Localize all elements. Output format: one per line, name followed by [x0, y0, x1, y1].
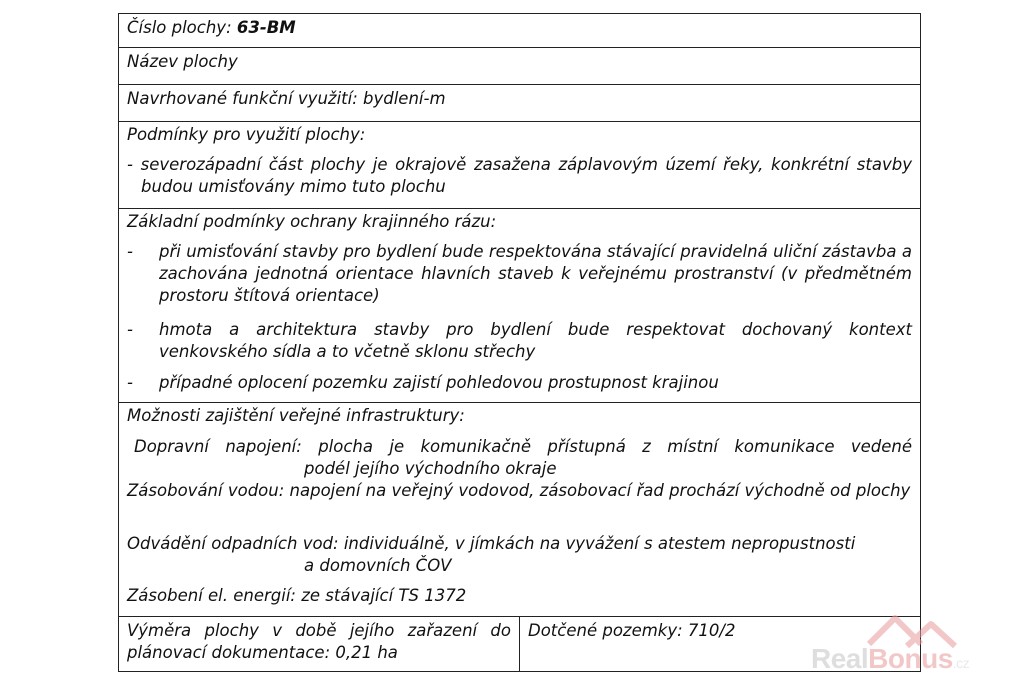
landscape-protection-section	[119, 209, 920, 403]
electricity-text: Zásobení el. energií: ze stávající TS 1372	[127, 586, 467, 605]
landscape-item-2: hmota a architektura stavby pro bydlení bude respektovat dochovaný kontext venkovského sídla a to včetně sklonu střechy	[159, 320, 912, 361]
plot-number-label: Číslo plochy:	[127, 18, 232, 37]
plot-number-row	[119, 14, 920, 48]
transport-line-2: podél jejího východního okraje	[304, 459, 557, 478]
usage-condition-item: - severozápadní část plochy je okrajově zasažena záplavovým území řeky, konkrétní stavby budou umisťovány mimo tuto plochu	[127, 155, 912, 196]
watermark-text: RealBonus.cz	[811, 643, 970, 674]
landscape-bullet-3: -	[127, 373, 133, 392]
realbonus-watermark	[811, 606, 1016, 674]
usage-conditions-heading: Podmínky pro využití plochy:	[127, 125, 366, 144]
usage-conditions-section	[119, 122, 920, 209]
sewage-line-1: Odvádění odpadních vod: individuálně, v jímkách na vyvážení s atestem nepropustnosti	[127, 534, 856, 553]
landscape-bullet-1: -	[127, 242, 133, 261]
sewage-line-2: a domovních ČOV	[304, 556, 452, 575]
water-supply-text: Zásobování vodou: napojení na veřejný vodovod, zásobovací řad prochází východně od plochy	[127, 481, 911, 500]
plot-table	[118, 13, 921, 672]
proposed-use-text: Navrhované funkční využití: bydlení-m	[127, 89, 446, 108]
landscape-bullet-2: -	[127, 320, 133, 339]
parcels-text: Dotčené pozemky: 710/2	[528, 621, 736, 640]
area-text: Výměra plochy v době jejího zařazení do plánovací dokumentace: 0,21 ha	[127, 621, 511, 662]
area-cell	[119, 617, 520, 671]
plot-number-value: 63-BM	[236, 18, 296, 37]
plot-name-row	[119, 48, 920, 85]
infrastructure-heading: Možnosti zajištění veřejné infrastruktury:	[127, 406, 465, 425]
redaction-mask	[419, 50, 475, 82]
proposed-use-row	[119, 85, 920, 122]
landscape-protection-heading: Základní podmínky ochrany krajinného rázu:	[127, 212, 497, 231]
transport-line-1: Dopravní napojení: plocha je komunikačně přístupná z místní komunikace vedené	[134, 437, 912, 456]
landscape-item-3: případné oplocení pozemku zajistí pohledovou prostupnost krajinou	[159, 373, 719, 392]
bottom-row	[119, 617, 920, 671]
plot-name-label: Název plochy	[127, 52, 238, 71]
landscape-item-1: při umisťování stavby pro bydlení bude respektována stávající pravidelná uliční zástavba a zachována jednotná orientace hlavních staveb k veřejnému prostranství (v předmětném prostoru štítová orientace)	[159, 242, 912, 305]
infrastructure-section	[119, 403, 920, 617]
